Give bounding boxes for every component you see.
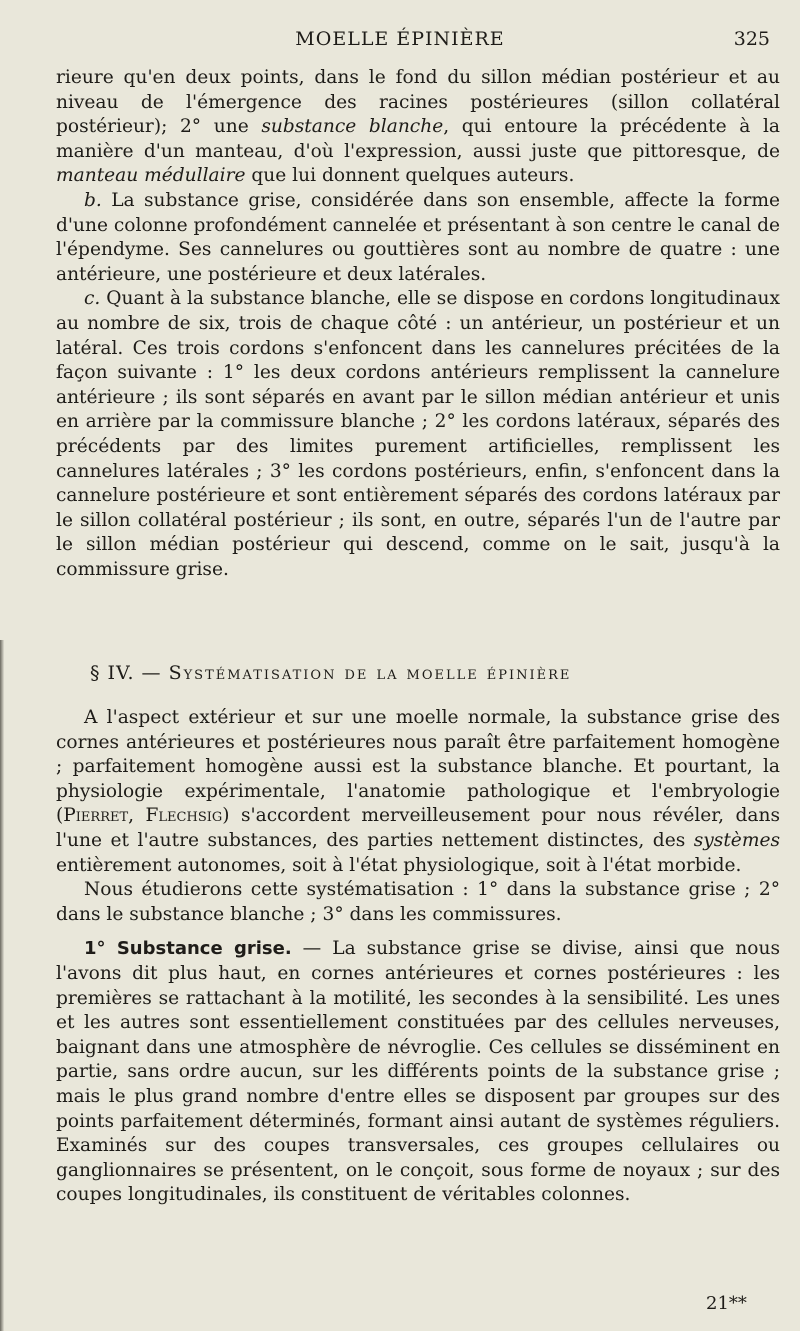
text-run: ) s'accordent merveilleusement pour nous révéler, dans l'une et l'autre substances, des parties nettement distinctes, des xyxy=(56,805,780,851)
text-run: que lui donnent quelques auteurs. xyxy=(245,165,575,187)
italic-term: substance blanche xyxy=(261,116,444,138)
subsection-heading: 1° Substance grise. xyxy=(84,938,292,960)
page-header xyxy=(0,28,800,58)
printer-signature: 21** xyxy=(706,1293,747,1314)
text-run: , qui entoure la précédente à la manière d'un manteau, d'où l'expression, aussi juste que pittoresque, de xyxy=(56,116,781,162)
text-run: rieure qu'en deux points, dans le fond du sillon médian postérieur et au niveau de l'émergence des racines postérieures (sillon collatéral postérieur); 2° une xyxy=(56,67,780,138)
paragraph-continuation xyxy=(56,66,780,189)
section-heading xyxy=(90,662,571,684)
section-number: § IV. — xyxy=(90,662,169,684)
text-run: Quant à la substance blanche, elle se dispose en cordons longitudinaux au nombre de six, trois de chaque côté : un antérieur, un postérieur et un latéral. Ces trois cordons s'enfoncent dans les cannelures précitées de la façon suivante : 1° les deux cordons antérieurs remplissent la cannelure antérieure ; ils sont séparés en avant par le sillon médian antérieur et unis en arrière par la commissure blanche ; 2° les cordons latéraux, séparés des précédents par des limites purement artificielles, remplissent les cannelures latérales ; 3° les cordons postérieurs, enfin, s'enfoncent dans la cannelure postérieure et sont entièrement séparés des cordons latéraux par le sillon collatéral postérieur ; ils sont, en outre, séparés l'un de l'autre par le sillon médian postérieur qui descend, comme on le sait, jusqu'à la commissure grise. xyxy=(56,288,780,580)
paragraph-c xyxy=(56,287,780,582)
author-name: Pierret xyxy=(63,805,129,827)
italic-term: systèmes xyxy=(693,829,780,851)
page-binding-shadow xyxy=(0,640,4,1331)
paragraph-systematisation xyxy=(56,706,780,878)
text-run: — La substance grise se divise, ainsi que nous l'avons dit plus haut, en cornes antérieures et cornes postérieures : les premières se rattachant à la motilité, les secondes à la sensibilité. Les unes et les autres sont essentiellement constituées par des cellules nerveuses, baignant dans une atmosphère de névroglie. Ces cellules se disséminent en partie, sans ordre aucun, sur les différents points de la substance grise ; mais le plus grand nombre d'entre elles se disposent par groupes sur des points parfaitement déterminés, formant ainsi autant de systèmes réguliers. Examinés sur des coupes transversales, ces groupes cellulaires ou ganglionnaires se présentent, on le conçoit, sous forme de noyaux ; sur des coupes longitudinales, ils constituent de véritables colonnes. xyxy=(56,938,780,1206)
list-marker: c. xyxy=(84,288,101,310)
italic-term: manteau médullaire xyxy=(56,165,246,187)
text-run: La substance grise, considérée dans son ensemble, affecte la forme d'une colonne profondément cannelée et présentant à son centre le canal de l'épendyme. Ses cannelures ou gouttières sont au nombre de quatre : une antérieure, une postérieure et deux latérales. xyxy=(56,189,780,285)
paragraph-b xyxy=(56,189,780,287)
page-number: 325 xyxy=(733,28,770,50)
top-text-block xyxy=(56,66,780,582)
author-name: Flechsig xyxy=(145,805,223,827)
list-marker: b. xyxy=(84,189,102,211)
text-run: A l'aspect extérieur et sur une moelle normale, la substance grise des cornes antérieures et postérieures nous paraît être parfaitement homogène ; parfaitement homogène aussi est la substance blanche. Et pourtant, la physiologie expérimentale, l'anatomie pathologique et l'embryologie ( xyxy=(56,707,780,827)
text-run: entièrement autonomes, soit à l'état physiologique, soit à l'état morbide. xyxy=(56,854,742,876)
text-run: , xyxy=(128,805,146,827)
section-title: Systématisation de la moelle épinière xyxy=(168,662,572,684)
paragraph-plan: Nous étudierons cette systématisation : 1° dans la substance grise ; 2° dans le substance blanche ; 3° dans les commissures. xyxy=(56,879,780,925)
middle-text-block xyxy=(56,706,780,1208)
paragraph-substance-grise xyxy=(56,937,780,1208)
running-title: MOELLE ÉPINIÈRE xyxy=(295,28,505,50)
